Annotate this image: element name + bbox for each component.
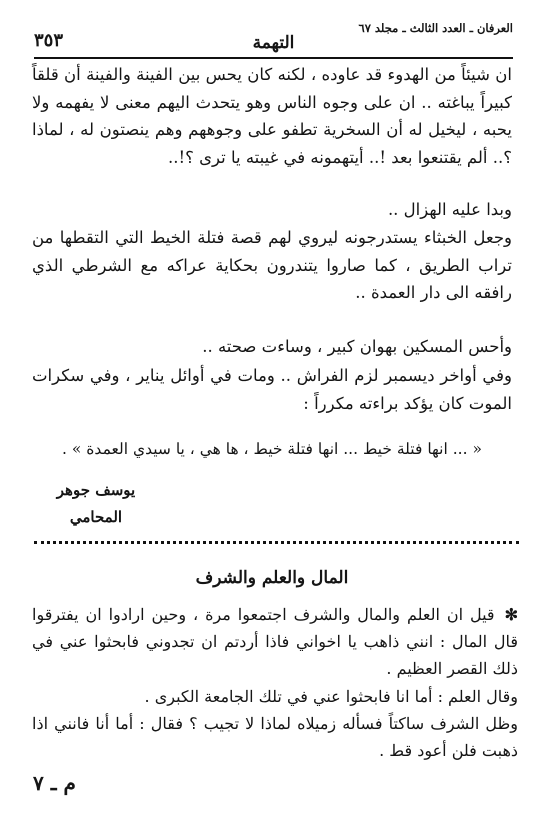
article-paragraph-2: وبدا عليه الهزال .. [387,200,512,219]
section-paragraph-3: وظل الشرف ساكتاً فسأله زميلاه لماذا لا تجيب ؟ فقال : أما أنا فانني اذا ذهبت فلن أعود قط . [32,714,518,760]
article-paragraph-4: وأحس المسكين بهوان كبير ، وساءت صحته .. [202,337,512,356]
author-name: يوسف جوهر [56,481,136,499]
section-paragraph-1 [32,601,518,682]
article-paragraph-1: ان شيئاً من الهدوء قد عاوده ، لكنه كان يحس بين الفينة والفينة أن قلقاً كبيراً يباغته .. ان على وجوه الناس وهو يتحدث اليهم معنى لا يفهمه ولا يحبه ، ليخيل له أن السخرية تطفو على وجوههم وهم ينصتون له ، لماذا ؟.. ألم يقتنعوا بعد !.. أيتهمونه في غيبته يا ترى ؟!.. [32,65,512,167]
article-paragraph-5: وفي أواخر ديسمبر لزم الفراش .. ومات في أوائل يناير ، وفي سكرات الموت كان يؤكد براءته مكرراً : [32,366,512,413]
author-signature [36,477,156,531]
section-divider [34,541,519,547]
asterisk-icon: ✻ [504,605,518,624]
footer-signature-mark: م ـ ٧ [33,771,76,795]
section-title: المال والعلم والشرف [195,568,349,588]
final-quote: « ... انها فتلة خيط ... انها فتلة خيط ، ها هي ، يا سيدي العمدة » . [62,440,482,458]
running-title: التهمة [252,33,295,53]
author-title: المحامي [69,508,123,526]
section-paragraph-1-text: قيل ان العلم والمال والشرف اجتمعوا مرة ، وحين ارادوا ان يفترقوا قال المال : انني ذاهب يا اخواني فاذا أردتم ان تجدوني فابحثوا عني في ذلك القصر العظيم . [32,605,518,678]
section-paragraph-2: وقال العلم : أما انا فابحثوا عني في تلك الجامعة الكبرى . [144,687,518,706]
header-rule [34,57,513,59]
article-paragraph-3: وجعل الخبثاء يستدرجونه ليروي لهم قصة فتلة الخيط التي التقطها من تراب الطريق ، كما صاروا يتندرون بحكاية عراكه مع الشرطي الذي رافقه الى دار العمدة .. [32,228,512,302]
page-number: ٣٥٣ [34,30,64,51]
page-header [34,20,513,56]
journal-issue-line: العرفان ـ العدد الثالث ـ مجلد ٦٧ [358,21,513,35]
